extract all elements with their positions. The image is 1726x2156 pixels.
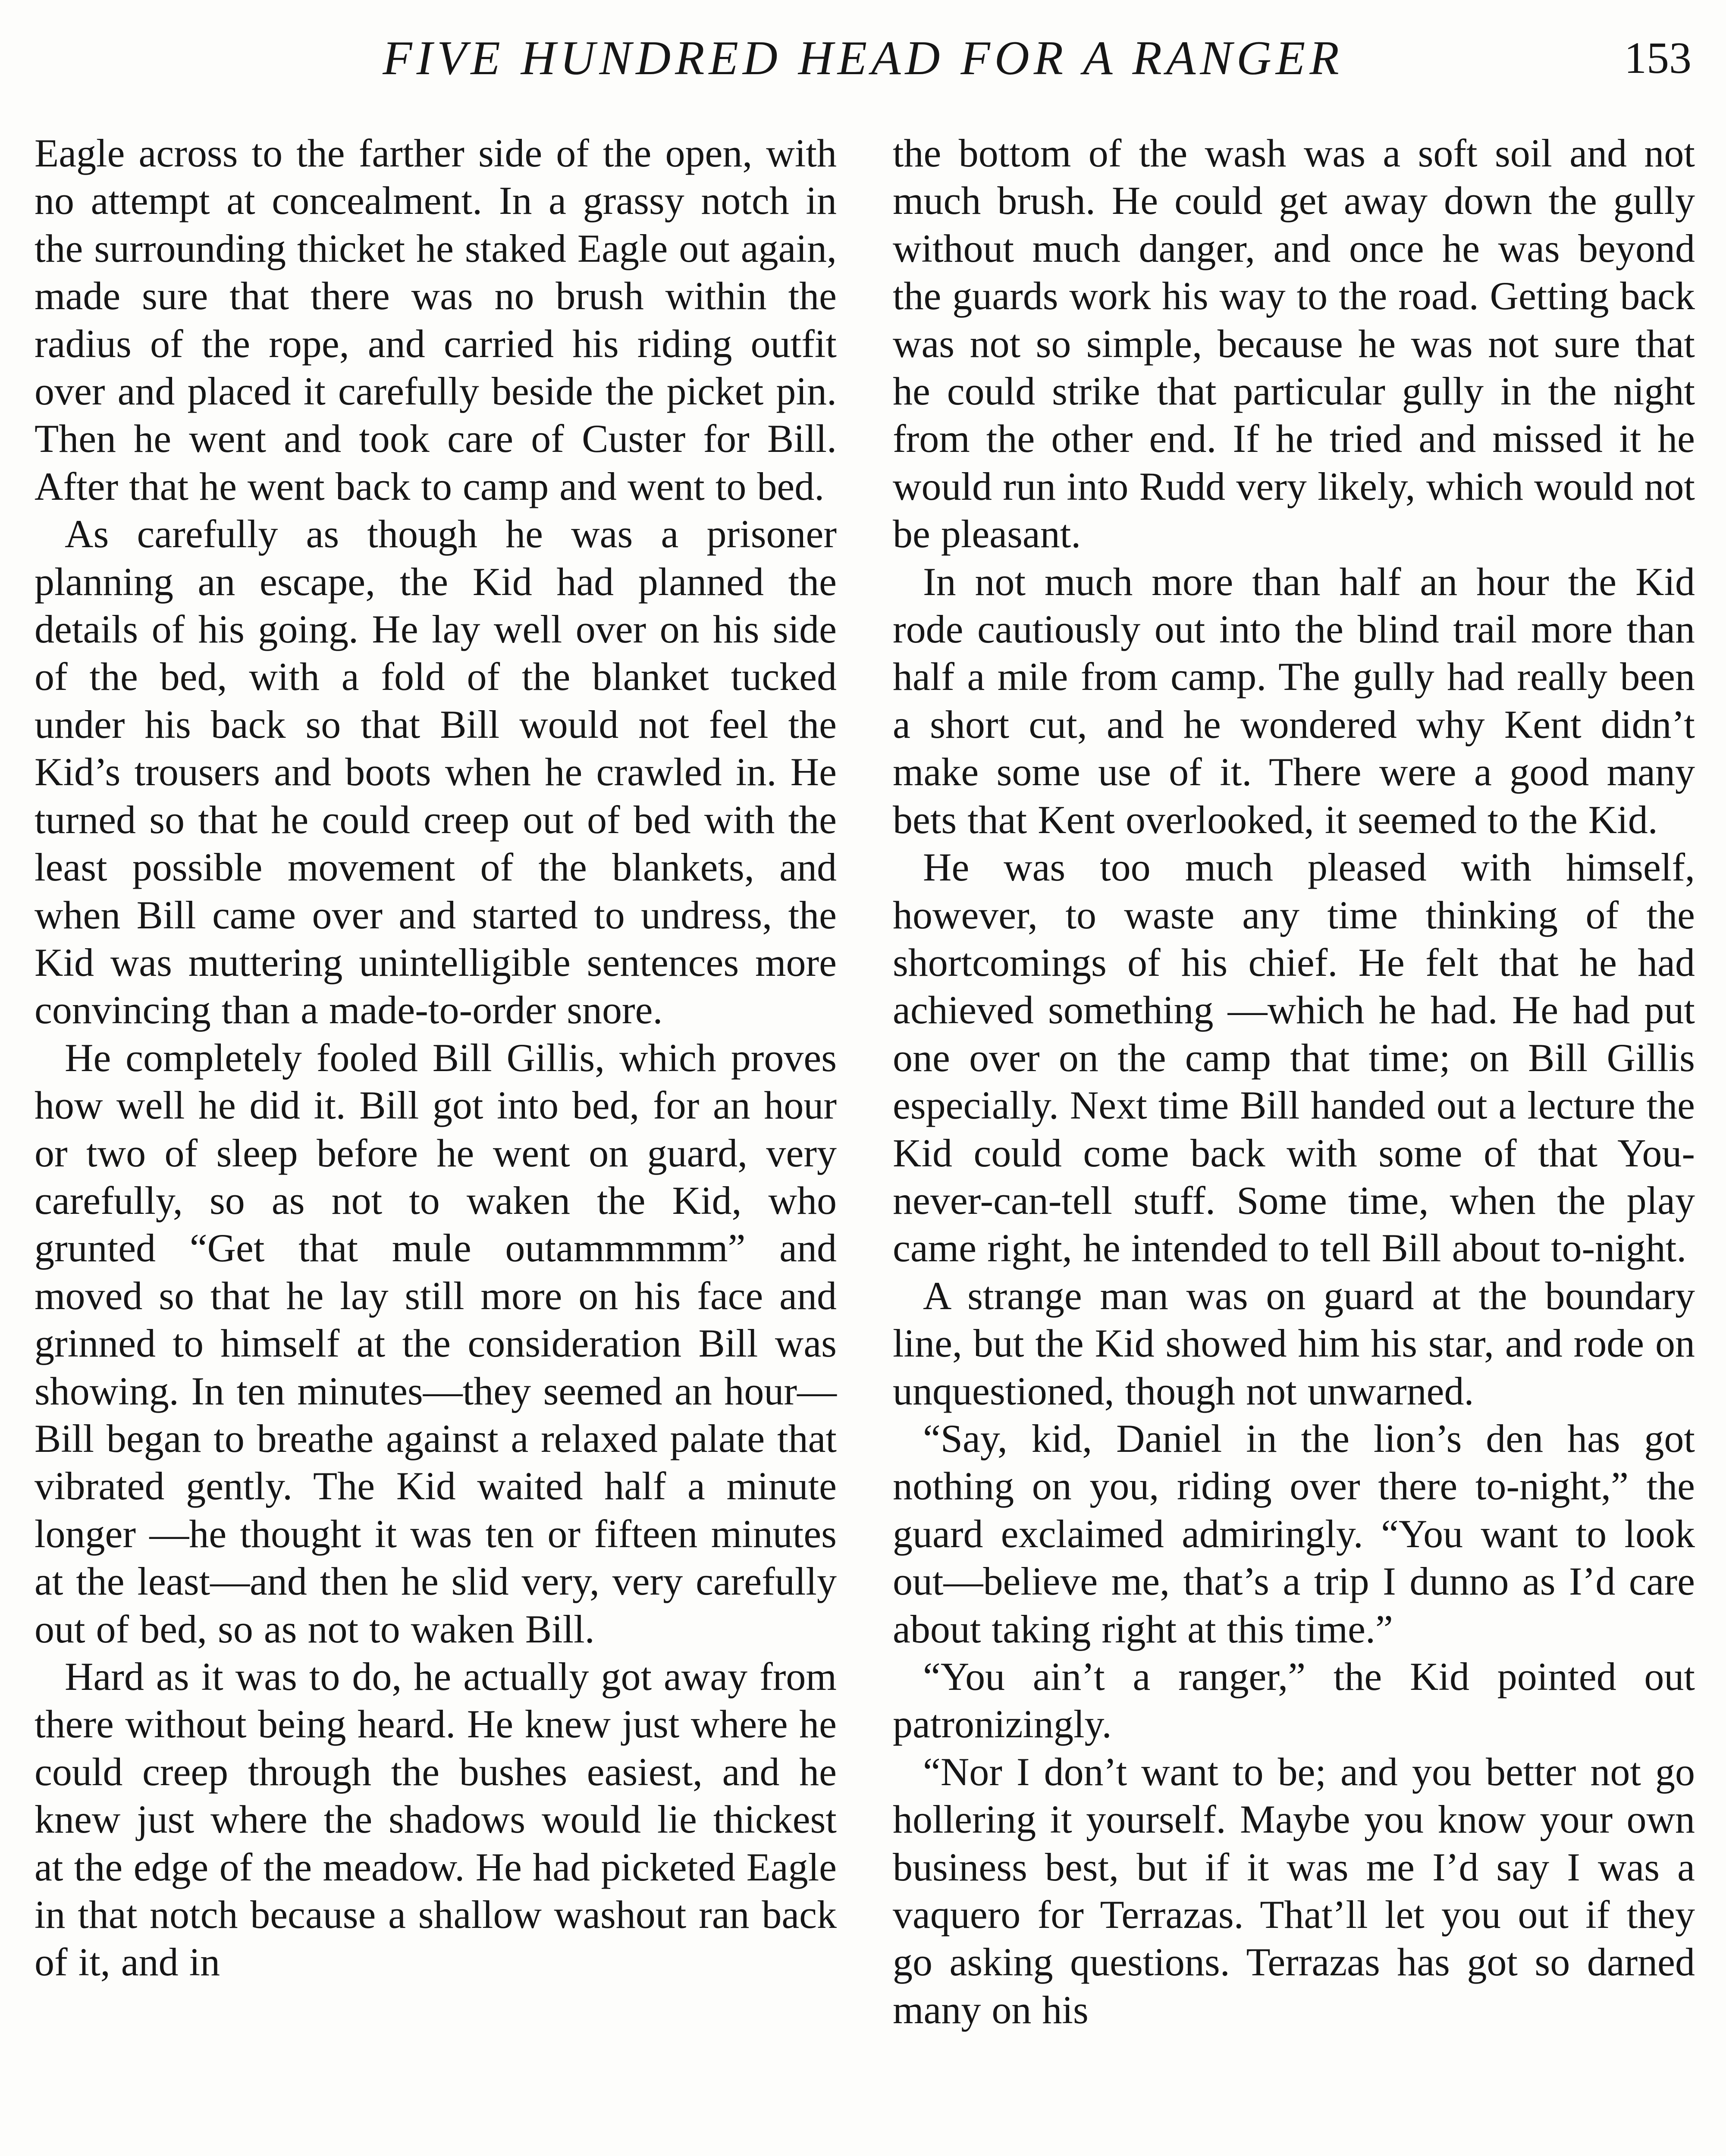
- running-head: [26, 17, 1700, 99]
- paragraph: “Nor I don’t want to be; and you better not go hollering it yourself. Maybe you know your own business best, but if it was me I’d say I was a vaquero for Terrazas. That’ll let you out if they go asking questions. Terrazas has got so darned many on his: [893, 1749, 1695, 2032]
- page-number: 153: [1624, 33, 1691, 83]
- right-column: [893, 129, 1695, 2034]
- paragraph: “Say, kid, Daniel in the lion’s den has got nothing on you, riding over there to-night,” the guard exclaimed admiringly. “You want to look out—believe me, that’s a trip I dunno as I’d care about taking right at this time.”: [893, 1416, 1695, 1651]
- paragraph: He completely fooled Bill Gillis, which proves how well he did it. Bill got into bed, for an hour or two of sleep before he went on guard, very carefully, so as not to waken the Kid, who grunted “Get that mule outammmmm” and moved so that he lay still more on his face and grinned to himself at the consideration Bill was showing. In ten minutes—they seemed an hour—Bill began to breathe against a relaxed palate that vibrated gently. The Kid waited half a minute longer —he thought it was ten or fifteen minutes at the least—and then he slid very, very carefully out of bed, so as not to waken Bill.: [35, 1035, 837, 1651]
- paragraph: In not much more than half an hour the Kid rode cautiously out into the blind trail more than half a mile from camp. The gully had really been a short cut, and he wondered why Kent didn’t make some use of it. There were a good many bets that Kent overlooked, it seemed to the Kid.: [893, 559, 1695, 842]
- paragraph: As carefully as though he was a prisoner planning an escape, the Kid had planned the details of his going. He lay well over on his side of the bed, with a fold of the blanket tucked under his back so that Bill would not feel the Kid’s trousers and boots when he crawled in. He turned so that he could creep out of bed with the least possible movement of the blankets, and when Bill came over and started to undress, the Kid was muttering unintelligible sentences more convincing than a made-to-order snore.: [35, 512, 837, 1032]
- paragraph: He was too much pleased with himself, however, to waste any time thinking of the shortcomings of his chief. He felt that he had achieved something —which he had. He had put one over on the camp that time; on Bill Gillis especially. Next time Bill handed out a lecture the Kid could come back with some of that You-never-can-tell stuff. Some time, when the play came right, he intended to tell Bill about to-night.: [893, 845, 1695, 1270]
- paragraph: “You ain’t a ranger,” the Kid pointed out patronizingly.: [893, 1655, 1695, 1746]
- paragraph: Hard as it was to do, he actually got away from there without being heard. He knew just where he could creep through the bushes easiest, and he knew just where the shadows would lie thickest at the edge of the meadow. He had picketed Eagle in that notch because a shallow washout ran back of it, and in: [35, 1655, 837, 1984]
- running-title: FIVE HUNDRED HEAD FOR A RANGER: [383, 31, 1343, 85]
- left-column: [35, 129, 837, 1986]
- paragraph: the bottom of the wash was a soft soil and not much brush. He could get away down the gully without much danger, and once he was beyond the guards work his way to the road. Getting back was not so simple, because he was not sure that he could strike that particular gully in the night from the other end. If he tried and missed it he would run into Rudd very likely, which would not be pleasant.: [893, 131, 1695, 556]
- paragraph: Eagle across to the farther side of the open, with no attempt at concealment. In a grassy notch in the surrounding thicket he staked Eagle out again, made sure that there was no brush within the radius of the rope, and carried his riding outfit over and placed it carefully beside the picket pin. Then he went and took care of Custer for Bill. After that he went back to camp and went to bed.: [35, 131, 837, 508]
- paragraph: A strange man was on guard at the boundary line, but the Kid showed him his star, and rode on unquestioned, though not unwarned.: [893, 1273, 1695, 1413]
